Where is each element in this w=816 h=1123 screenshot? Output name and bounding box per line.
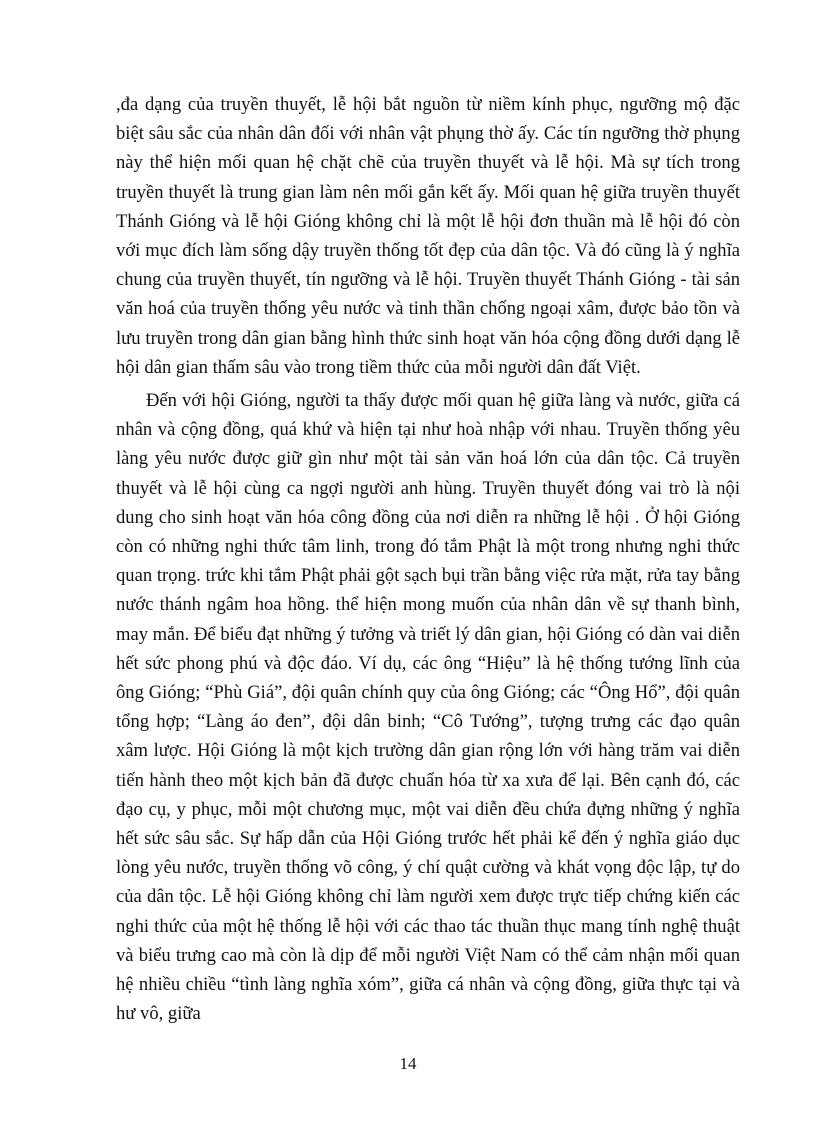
- page-number: 14: [399, 1054, 417, 1073]
- body-text: [116, 90, 740, 1029]
- paragraph-1: ,đa dạng của truyền thuyết, lễ hội bắt nguồn từ niềm kính phục, ngưỡng mộ đặc biệt sâu sắc của nhân dân đối với nhân vật phụng thờ ấy. Các tín ngưỡng thờ phụng này thể hiện mối quan hệ chặt chẽ của truyền thuyết và lễ hội. Mà sự tích trong truyền thuyết là trung gian làm nên mối gắn kết ấy. Mối quan hệ giữa truyền thuyết Thánh Gióng và lễ hội Gióng không chỉ là một lễ hội đơn thuần mà lễ hội đó còn với mục đích làm sống dậy truyền thống tốt đẹp của dân tộc. Và đó cũng là ý nghĩa chung của truyền thuyết, tín ngưỡng và lễ hội. Truyền thuyết Thánh Gióng - tài sản văn hoá của truyền thống yêu nước và tinh thần chống ngoại xâm, được bảo tồn và lưu truyền trong dân gian bằng hình thức sinh hoạt văn hóa cộng đồng dưới dạng lễ hội dân gian thấm sâu vào trong tiềm thức của mỗi người dân đất Việt.: [116, 94, 740, 378]
- paragraph-2: Đến với hội Gióng, người ta thấy được mối quan hệ giữa làng và nước, giữa cá nhân và cộng đồng, quá khứ và hiện tại như hoà nhập với nhau. Truyền thống yêu làng yêu nước được giữ gìn như một tài sản văn hoá lớn của dân tộc. Cả truyền thuyết và lễ hội cùng ca ngợi người anh hùng. Truyền thuyết đóng vai trò là nội dung cho sinh hoạt văn hóa công đồng của nơi diễn ra những lễ hội . Ở hội Gióng còn có những nghi thức tâm linh, trong đó tắm Phật là một trong nhưng nghi thức quan trọng. trức khi tắm Phật phải gột sạch bụi trần bằng việc rửa mặt, rửa tay bằng nước thánh ngâm hoa hồng. thể hiện mong muốn của nhân dân về sự thanh bình, may mắn. Để biểu đạt những ý tưởng và triết lý dân gian, hội Gióng có dàn vai diễn hết sức phong phú và độc đáo. Ví dụ, các ông “Hiệu” là hệ thống tướng lĩnh của ông Gióng; “Phù Giá”, đội quân chính quy của ông Gióng; các “Ông Hổ”, đội quân tổng hợp; “Làng áo đen”, đội dân binh; “Cô Tướng”, tượng trưng các đạo quân xâm lược. Hội Gióng là một kịch trường dân gian rộng lớn với hàng trăm vai diễn tiến hành theo một kịch bản đã được chuẩn hóa từ xa xưa để lại. Bên cạnh đó, các đạo cụ, y phục, mỗi một chương mục, một vai diễn đều chứa đựng những ý nghĩa hết sức sâu sắc. Sự hấp dẫn của Hội Gióng trước hết phải kể đến ý nghĩa giáo dục lòng yêu nước, truyền thống võ công, ý chí quật cường và khát vọng độc lập, tự do của dân tộc. Lễ hội Gióng không chỉ làm người xem được trực tiếp chứng kiến các nghi thức của một hệ thống lễ hội với các thao tác thuần thục mang tính nghệ thuật và biểu trưng cao mà còn là dịp để mỗi người Việt Nam có thể cảm nhận mối quan hệ nhiều chiều “tình làng nghĩa xóm”, giữa cá nhân và cộng đồng, giữa thực tại và hư vô, giữa: [116, 390, 740, 1025]
